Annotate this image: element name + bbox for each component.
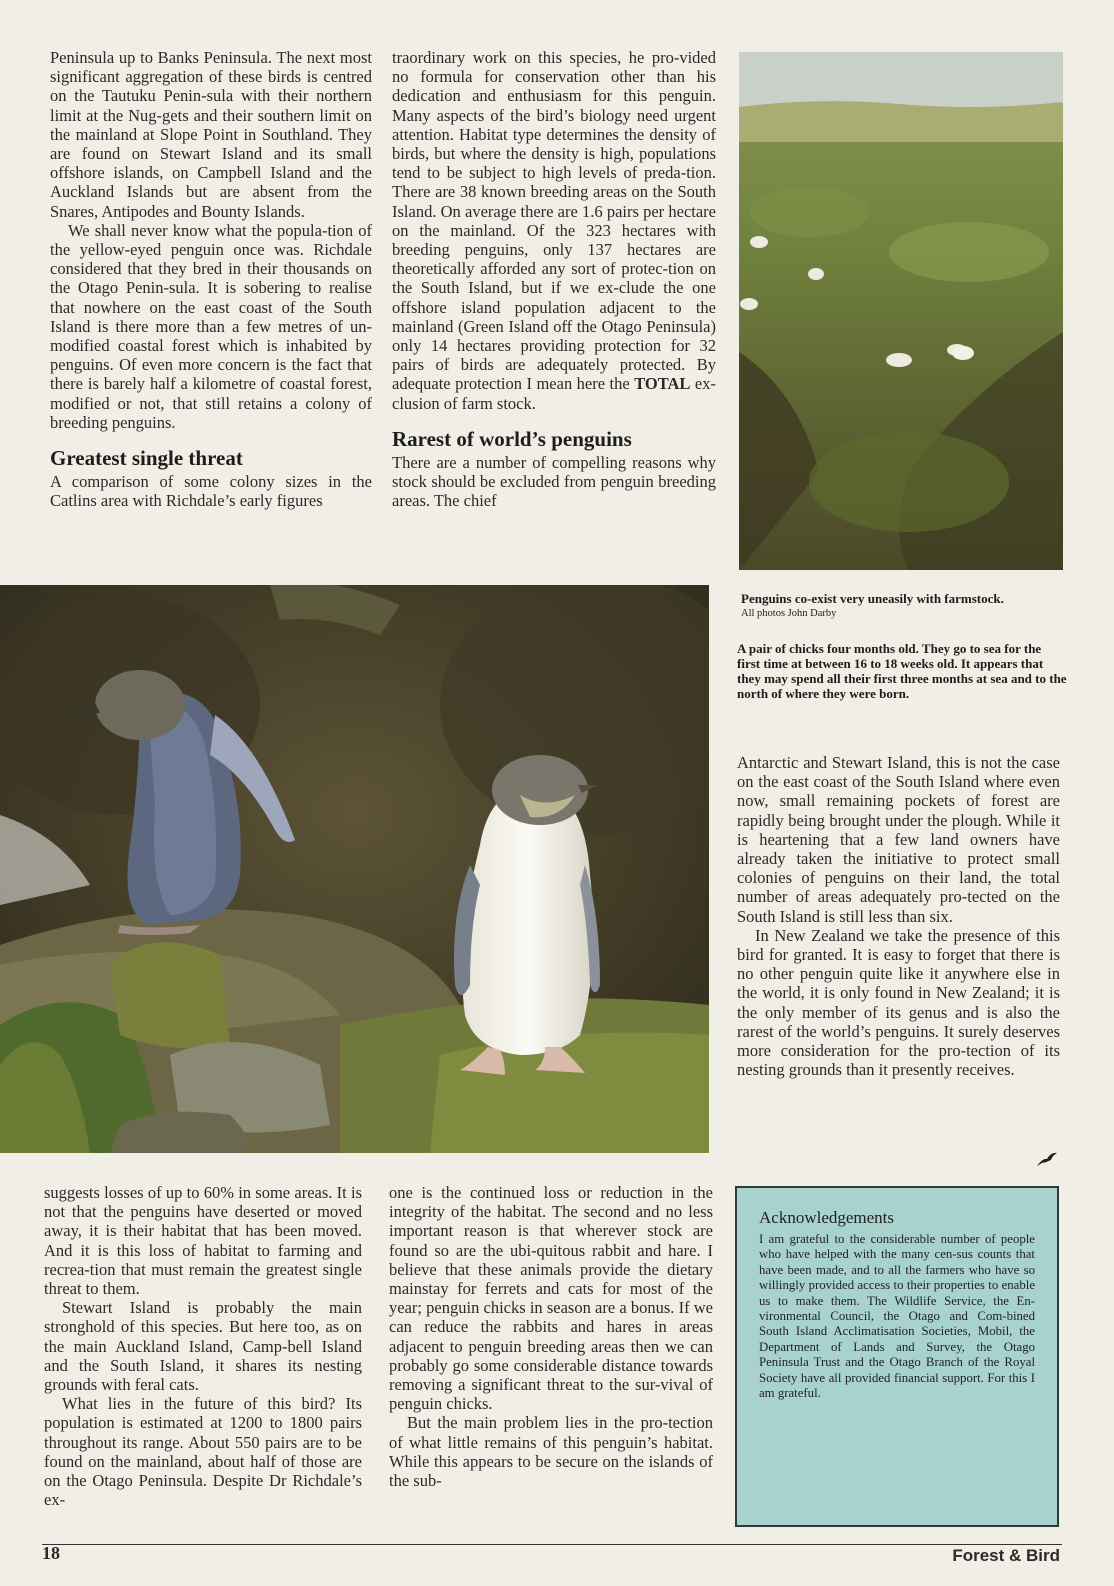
footer-rule <box>42 1544 1062 1545</box>
paragraph: There are a number of compelling reasons why stock should be excluded from penguin breeding areas. The chief <box>392 452 716 511</box>
paragraph: one is the continued loss or reduction in the integrity of the habitat. The second and no less important reason is that wherever stock are found so are the ubi-quitous rabbit and hare. I believe that these animals provide the dietary mainstay for ferrets and cats for most of the year; penguin chicks in season are a bonus. If we can reduce the rabbits and hares in areas adjacent to penguin breeding areas then we can probably go some considerable distance towards removing a significant threat to the sur-vival of penguin chicks. <box>389 1183 713 1414</box>
sheep <box>886 353 912 367</box>
paragraph: But the main problem lies in the pro-tection of what little remains of this penguin’s habitat. While this appears to be secure on the islands of the sub- <box>389 1413 713 1491</box>
text-run: traordinary work on this species, he pro-vided no formula for conservation other than his dedication and enthusiasm for this penguin. Many aspects of the bird’s biology need urgent attention. Habitat type determines the density of birds, but where the density is high, populations tend to be subject to high levels of preda-tion. There are 38 known breeding areas on the South Island. On average there are 1.6 pairs per hectare on the mainland. Of the 323 hectares with breeding penguins, only 137 hectares are theoretically afforded any sort of protec-tion on the South Island, but if we ex-clude the one offshore island population adjacent to the mainland (Green Island off the Otago Peninsula) only 14 hectares providing protection for 32 pairs of birds are adequately protected. By adequate protection I mean here the <box>392 48 716 394</box>
penguin-chicks-image <box>0 585 709 1153</box>
paragraph: Stewart Island is probably the main stronghold of this species. But here too, as on the main Auckland Island, Camp-bell Island and the South Island, it shares its nesting grounds with feral cats. <box>44 1298 362 1395</box>
sheep <box>808 268 824 280</box>
column-4 <box>389 1183 713 1490</box>
section-heading: Greatest single threat <box>50 446 243 471</box>
paragraph: Peninsula up to Banks Peninsula. The next most significant aggregation of these birds is centred on the Tautuku Penin-sula with their northern limit at the Nug-gets and their southern limit on the mainland at Slope Point in Southland. They are found on Stewart Island and its small offshore islands, on Campbell Island and the Auckland Islands but are absent from the Snares, Antipodes and Bounty Islands. <box>50 48 372 221</box>
column-1 <box>50 48 372 510</box>
text-run: ex-clusion of farm stock. <box>392 374 716 413</box>
bold-text: TOTAL <box>634 374 691 394</box>
sheep <box>952 346 974 360</box>
acknowledgements-body: I am grateful to the considerable number of people who have helped with the many cen-sus counts that have been made, and to all the farmers who have so willingly provided access to their properties to enable us to make them. The Wildlife Service, the En-vironmental Council, the Otago and Com-bined South Island Acclimatisation Societies, Mobil, the Department of Lands and Survey, the Otago Peninsula Trust and the Otago Branch of the Royal Society have all provided financial support. For this I am grateful. <box>759 1232 1035 1401</box>
paragraph: A comparison of some colony sizes in the Catlins area with Richdale’s early figures <box>50 472 372 511</box>
chicks-caption: A pair of chicks four months old. They go to sea for the first time at between 16 to 18 weeks old. It appears that they may spend all their first three months at sea and to the north of where they were born. <box>737 641 1067 701</box>
column-3 <box>44 1183 362 1509</box>
hillside-sheep-image <box>739 52 1063 570</box>
paragraph: We shall never know what the popula-tion of the yellow-eyed penguin once was. Richdale considered that they bred in their thousands on the Otago Penin-sula. It is sobering to realise that nowhere on the east coast of the South Island is there more than a few metres of un-modified coastal forest which is inhabited by penguins. Of even more concern is the fact that there is barely half a kilometre of coastal forest, modified or not, that still retains a colony of breeding penguins. <box>50 220 372 432</box>
penguin-chicks-photo <box>0 585 709 1153</box>
farmstock-photo <box>739 52 1063 570</box>
paragraph: suggests losses of up to 60% in some areas. It is not that the penguins have deserted or moved away, it is their habitat that has been moved. And it is this loss of habitat to farming and recrea-tion that must remain the greatest single threat to them. <box>44 1183 362 1299</box>
acknowledgements-title: Acknowledgements <box>759 1208 895 1227</box>
page-number: 18 <box>42 1543 60 1563</box>
paragraph: In New Zealand we take the presence of this bird for granted. It is easy to forget that there is no other penguin quite like it anywhere else in the world, it is only found in New Zealand; it is the only member of its genus and is also the rarest of the world’s penguins. It surely deserves more consideration for the pro-tection of its nesting grounds than it presently receives. <box>737 925 1060 1080</box>
farmstock-caption: Penguins co-exist very uneasily with farmstock. <box>741 591 1004 606</box>
acknowledgements-box <box>735 1186 1059 1527</box>
section-heading: Rarest of world’s penguins <box>392 426 632 451</box>
photo-credit: All photos John Darby <box>741 608 837 619</box>
paragraph <box>392 48 716 413</box>
paragraph: What lies in the future of this bird? Its population is estimated at 1200 to 1800 pairs throughout its range. About 550 pairs are to be found on the mainland, about half of those are on the Otago Peninsula. Despite Dr Richdale’s ex- <box>44 1394 362 1510</box>
bird-end-icon <box>1035 1150 1059 1168</box>
paragraph: Antarctic and Stewart Island, this is not the case on the east coast of the South Island where even now, small remaining pockets of forest are rapidly being brought under the plough. While it is heartening that a few land owners have already taken the initiative to protect small colonies of penguins on their land, the total number of areas adequately pro-tected on the South Island is still less than six. <box>737 753 1060 926</box>
sheep <box>740 298 758 310</box>
publication-name: Forest & Bird <box>952 1546 1060 1565</box>
column-2 <box>392 48 716 510</box>
column-5 <box>737 753 1060 1079</box>
sheep <box>750 236 768 248</box>
